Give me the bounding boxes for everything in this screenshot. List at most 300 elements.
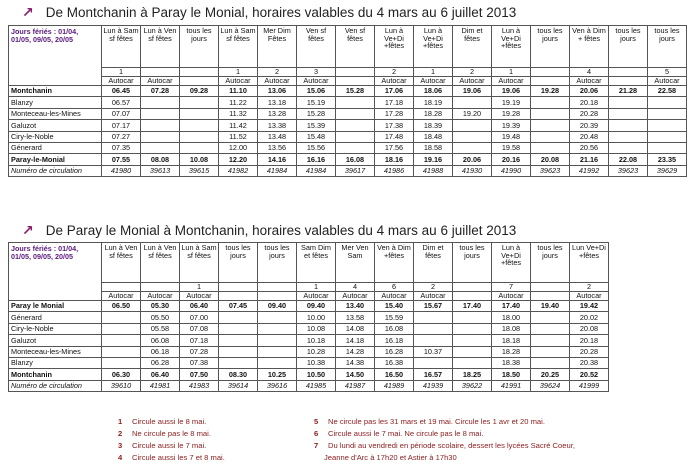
mode-cell: Autocar: [375, 292, 414, 301]
mode-cell: Autocar: [414, 77, 453, 86]
time-cell: 15.06: [297, 86, 336, 97]
circulation-number: 41992: [570, 165, 609, 176]
footnote-key: 2: [118, 429, 123, 438]
time-cell: 20.06: [570, 86, 609, 97]
footnote-item: [314, 429, 483, 438]
time-cell: 11.22: [219, 97, 258, 108]
time-cell: [453, 142, 492, 153]
footnote-ref: 3: [297, 68, 336, 77]
day-header: tous les jours: [453, 243, 492, 283]
circulation-number: 41982: [219, 165, 258, 176]
station-name: Génerard: [9, 312, 102, 323]
footnote-ref: [180, 68, 219, 77]
time-cell: 23.35: [648, 154, 687, 165]
time-cell: 14.16: [258, 154, 297, 165]
mode-cell: Autocar: [336, 292, 375, 301]
circulation-number: 41980: [102, 165, 141, 176]
time-cell: [258, 323, 297, 334]
circulation-label: Numéro de circulation: [9, 165, 102, 176]
footnote-ref: 1: [102, 68, 141, 77]
table-row: [9, 86, 687, 97]
circulation-number: 41989: [375, 380, 414, 391]
time-cell: 18.38: [492, 357, 531, 368]
station-name: Ciry-le-Noble: [9, 323, 102, 334]
table-row: [9, 323, 609, 334]
table2-title: [8, 221, 516, 239]
footnote-text: Du lundi au vendredi en période scolaire, dessert les lycées Sacré Coeur,: [328, 441, 575, 450]
time-cell: 06.40: [141, 369, 180, 380]
time-cell: [102, 357, 141, 368]
time-cell: 10.37: [414, 346, 453, 357]
mode-cell: [336, 77, 375, 86]
time-cell: 17.38: [375, 120, 414, 131]
footnote-key: 6: [314, 429, 319, 438]
time-cell: 20.39: [570, 120, 609, 131]
mode-cell: [531, 292, 570, 301]
footnote-ref: 4: [336, 283, 375, 292]
station-name: Monteceau-les-Mines: [9, 346, 102, 357]
time-cell: 06.50: [102, 301, 141, 312]
time-cell: 17.40: [453, 301, 492, 312]
time-cell: [453, 346, 492, 357]
time-cell: [219, 312, 258, 323]
mode-cell: Autocar: [141, 77, 180, 86]
table-row: [9, 335, 609, 346]
mode-cell: Autocar: [258, 77, 297, 86]
time-cell: 07.35: [102, 142, 141, 153]
day-header: Dim et fêtes: [414, 243, 453, 283]
circulation-label: Numéro de circulation: [9, 380, 102, 391]
time-cell: 15.56: [297, 142, 336, 153]
footnote-ref: 5: [648, 68, 687, 77]
table-row: [9, 312, 609, 323]
day-header: tous les jours: [609, 26, 648, 68]
footnote-ref: [141, 283, 180, 292]
time-cell: 20.25: [531, 369, 570, 380]
footnote-item: [118, 429, 211, 438]
time-cell: 22.58: [648, 86, 687, 97]
time-cell: [609, 108, 648, 119]
time-cell: 13.06: [258, 86, 297, 97]
time-cell: [648, 108, 687, 119]
time-cell: 17.56: [375, 142, 414, 153]
footnote-ref: [141, 68, 180, 77]
time-cell: 06.40: [180, 301, 219, 312]
footnote-item: [314, 441, 575, 450]
time-cell: [258, 335, 297, 346]
time-cell: [102, 335, 141, 346]
time-cell: [180, 131, 219, 142]
time-cell: 18.16: [375, 154, 414, 165]
time-cell: [531, 97, 570, 108]
footnote-text: Ne circule pas le 8 mai.: [132, 429, 211, 438]
time-cell: 20.16: [492, 154, 531, 165]
timetable-montchanin-paray: [8, 25, 687, 177]
time-cell: 10.00: [297, 312, 336, 323]
day-header: tous les jours: [219, 243, 258, 283]
footnote-ref: [609, 68, 648, 77]
day-header: Dim et fêtes: [453, 26, 492, 68]
time-cell: [648, 120, 687, 131]
time-cell: 19.06: [492, 86, 531, 97]
footnote-ref: [336, 68, 375, 77]
time-cell: 14.08: [336, 323, 375, 334]
time-cell: 13.56: [258, 142, 297, 153]
mode-cell: Autocar: [648, 77, 687, 86]
time-cell: 19.28: [492, 108, 531, 119]
circulation-number: 41985: [297, 380, 336, 391]
footnote-ref: 6: [375, 283, 414, 292]
station-name: Montchanin: [9, 369, 102, 380]
time-cell: 07.55: [102, 154, 141, 165]
circulation-row: [9, 165, 687, 176]
time-cell: [453, 97, 492, 108]
footnote-item: [314, 417, 545, 426]
time-cell: 19.58: [492, 142, 531, 153]
footnote-ref: [531, 68, 570, 77]
time-cell: 10.50: [297, 369, 336, 380]
footnote-ref: [219, 283, 258, 292]
time-cell: 07.38: [180, 357, 219, 368]
header-days-row: [9, 243, 609, 283]
day-header: Mer Dim Fêtes: [258, 26, 297, 68]
time-cell: 16.57: [414, 369, 453, 380]
circulation-number: 41987: [336, 380, 375, 391]
circulation-number: 41981: [141, 380, 180, 391]
mode-cell: Autocar: [102, 77, 141, 86]
mode-cell: Autocar: [219, 77, 258, 86]
time-cell: 20.08: [531, 154, 570, 165]
time-cell: 18.25: [453, 369, 492, 380]
time-cell: [219, 323, 258, 334]
footnote-key: 5: [314, 417, 319, 426]
time-cell: 16.38: [375, 357, 414, 368]
time-cell: [219, 357, 258, 368]
time-cell: 13.40: [336, 301, 375, 312]
station-name: Paray-le-Monial: [9, 154, 102, 165]
time-cell: 19.40: [531, 301, 570, 312]
time-cell: 18.19: [414, 97, 453, 108]
day-header: Lun à Ven sf fêtes: [141, 26, 180, 68]
time-cell: [531, 323, 570, 334]
time-cell: 18.50: [492, 369, 531, 380]
time-cell: [648, 131, 687, 142]
day-header: Lun à Sam sf fêtes: [219, 26, 258, 68]
day-header: tous les jours: [648, 26, 687, 68]
time-cell: 20.06: [453, 154, 492, 165]
mode-cell: Autocar: [297, 292, 336, 301]
circulation-number: 41991: [492, 380, 531, 391]
time-cell: 17.48: [375, 131, 414, 142]
day-header: tous les jours: [180, 26, 219, 68]
time-cell: 20.48: [570, 131, 609, 142]
time-cell: 07.17: [102, 120, 141, 131]
time-cell: 10.25: [258, 369, 297, 380]
day-header: Lun Ve+Di +fêtes: [570, 243, 609, 283]
time-cell: [102, 346, 141, 357]
time-cell: 19.16: [414, 154, 453, 165]
time-cell: 18.06: [414, 86, 453, 97]
time-cell: 07.00: [180, 312, 219, 323]
time-cell: [609, 120, 648, 131]
time-cell: 13.58: [336, 312, 375, 323]
circulation-number: 39613: [141, 165, 180, 176]
day-header: tous les jours: [531, 26, 570, 68]
day-header: Ven sf fêtes: [297, 26, 336, 68]
time-cell: 15.40: [375, 301, 414, 312]
time-cell: [453, 312, 492, 323]
time-cell: [609, 142, 648, 153]
day-header: Lun à Ve+Di +fêtes: [414, 26, 453, 68]
time-cell: 15.59: [375, 312, 414, 323]
time-cell: [336, 120, 375, 131]
table1-title: [8, 3, 516, 21]
circulation-number: 41990: [492, 165, 531, 176]
time-cell: 20.18: [570, 97, 609, 108]
mode-cell: [219, 292, 258, 301]
time-cell: 06.28: [141, 357, 180, 368]
footnote-ref: 2: [414, 283, 453, 292]
table-row: [9, 97, 687, 108]
day-header: Lun à Sam sf fêtes: [102, 26, 141, 68]
day-header: tous les jours: [531, 243, 570, 283]
table1-title-text: De Montchanin à Paray le Monial, horaires valables du 4 mars au 6 juillet 2013: [45, 4, 517, 20]
day-header: Ven sf fêtes: [336, 26, 375, 68]
time-cell: [531, 108, 570, 119]
time-cell: 20.52: [570, 369, 609, 380]
footnote-ref: 2: [258, 68, 297, 77]
time-cell: 20.28: [570, 346, 609, 357]
time-cell: [141, 120, 180, 131]
time-cell: 05.30: [141, 301, 180, 312]
time-cell: 19.20: [453, 108, 492, 119]
mode-row: [9, 77, 687, 86]
mode-cell: Autocar: [180, 292, 219, 301]
time-cell: 05.58: [141, 323, 180, 334]
footnote-ref: 2: [453, 68, 492, 77]
footnote-text: Jeanne d'Arc à 17h20 et Astier à 17h30: [324, 453, 457, 462]
time-cell: 16.08: [336, 154, 375, 165]
day-header: Lun à Ve+Di +fêtes: [492, 243, 531, 283]
time-cell: 06.30: [102, 369, 141, 380]
footnote-item: [118, 453, 225, 462]
time-cell: [453, 131, 492, 142]
mode-cell: Autocar: [453, 77, 492, 86]
footnote-key: 4: [118, 453, 123, 462]
footnote-ref: 1: [492, 68, 531, 77]
time-cell: 14.38: [336, 357, 375, 368]
circulation-number: 39610: [102, 380, 141, 391]
time-cell: 09.40: [258, 301, 297, 312]
time-cell: 13.38: [258, 120, 297, 131]
table-row: [9, 131, 687, 142]
day-header: Ven à Dim +fêtes: [375, 243, 414, 283]
time-cell: [336, 131, 375, 142]
time-cell: 19.42: [570, 301, 609, 312]
mode-cell: Autocar: [570, 77, 609, 86]
time-cell: 07.45: [219, 301, 258, 312]
time-cell: 06.57: [102, 97, 141, 108]
station-name: Galuzot: [9, 335, 102, 346]
time-cell: 07.28: [141, 86, 180, 97]
time-cell: 09.28: [180, 86, 219, 97]
circulation-number: 39622: [453, 380, 492, 391]
time-cell: 18.28: [414, 108, 453, 119]
time-cell: 11.32: [219, 108, 258, 119]
circulation-number: 39624: [531, 380, 570, 391]
time-cell: [180, 120, 219, 131]
time-cell: [453, 357, 492, 368]
time-cell: 18.18: [492, 335, 531, 346]
footnote-text: Circule aussi le 8 mai.: [132, 417, 207, 426]
circulation-number: 41986: [375, 165, 414, 176]
time-cell: 13.48: [258, 131, 297, 142]
time-cell: 16.18: [375, 335, 414, 346]
time-cell: [453, 323, 492, 334]
time-cell: 15.67: [414, 301, 453, 312]
time-cell: [102, 312, 141, 323]
time-cell: 07.18: [180, 335, 219, 346]
time-cell: [531, 357, 570, 368]
time-cell: 16.16: [297, 154, 336, 165]
footnote-ref: 2: [570, 283, 609, 292]
time-cell: 09.40: [297, 301, 336, 312]
station-name: Génerard: [9, 142, 102, 153]
mode-cell: Autocar: [492, 77, 531, 86]
time-cell: 12.20: [219, 154, 258, 165]
table-row: [9, 142, 687, 153]
circulation-number: 41999: [570, 380, 609, 391]
mode-cell: [258, 292, 297, 301]
table-row: [9, 301, 609, 312]
day-header: Lun à Ven sf fêtes: [102, 243, 141, 283]
footnote-key: 3: [118, 441, 123, 450]
station-name: Blanzy: [9, 357, 102, 368]
table-row: [9, 346, 609, 357]
time-cell: 14.50: [336, 369, 375, 380]
time-cell: [141, 131, 180, 142]
footnote-ref: [102, 283, 141, 292]
time-cell: 20.08: [570, 323, 609, 334]
circulation-number: 41984: [258, 165, 297, 176]
day-header: Mer Ven Sam: [336, 243, 375, 283]
time-cell: 19.19: [492, 97, 531, 108]
table-row: [9, 357, 609, 368]
time-cell: [531, 312, 570, 323]
time-cell: 11.52: [219, 131, 258, 142]
footnote-ref: [531, 283, 570, 292]
time-cell: 15.28: [336, 86, 375, 97]
time-cell: [648, 142, 687, 153]
time-cell: [102, 323, 141, 334]
time-cell: 18.58: [414, 142, 453, 153]
holidays-note: Jours fériés : 01/04, 01/05, 09/05, 20/05: [9, 26, 102, 86]
circulation-number: 39629: [648, 165, 687, 176]
time-cell: [531, 335, 570, 346]
mode-cell: [180, 77, 219, 86]
mode-cell: Autocar: [102, 292, 141, 301]
footnote-ref: [453, 283, 492, 292]
mode-cell: [531, 77, 570, 86]
time-cell: 10.08: [180, 154, 219, 165]
time-cell: [414, 335, 453, 346]
time-cell: 19.28: [531, 86, 570, 97]
mode-cell: Autocar: [492, 292, 531, 301]
table2-title-text: De Paray le Monial à Montchanin, horaires valables du 4 mars au 6 juillet 2013: [45, 222, 517, 238]
time-cell: [219, 335, 258, 346]
time-cell: 13.18: [258, 97, 297, 108]
time-cell: 06.45: [102, 86, 141, 97]
station-name: Galuzot: [9, 120, 102, 131]
time-cell: 15.48: [297, 131, 336, 142]
circulation-number: 39623: [531, 165, 570, 176]
time-cell: 18.39: [414, 120, 453, 131]
time-cell: 16.08: [375, 323, 414, 334]
time-cell: [141, 97, 180, 108]
time-cell: [258, 346, 297, 357]
station-name: Monteceau-les-Mines: [9, 108, 102, 119]
time-cell: 07.07: [102, 108, 141, 119]
circulation-number: 41939: [414, 380, 453, 391]
time-cell: [141, 108, 180, 119]
time-cell: 15.19: [297, 97, 336, 108]
station-name: Ciry-le-Noble: [9, 131, 102, 142]
time-cell: [219, 346, 258, 357]
time-cell: [453, 335, 492, 346]
time-cell: 20.02: [570, 312, 609, 323]
time-cell: [414, 312, 453, 323]
footnote-key: 7: [314, 441, 319, 450]
time-cell: 14.28: [336, 346, 375, 357]
footnote-ref: 7: [492, 283, 531, 292]
mode-cell: Autocar: [141, 292, 180, 301]
footnote-text: Circule aussi le 7 mai. Ne circule pas le 8 mai.: [328, 429, 484, 438]
circulation-number: 39615: [180, 165, 219, 176]
table-row: [9, 154, 687, 165]
time-cell: [258, 357, 297, 368]
time-cell: 07.50: [180, 369, 219, 380]
circulation-row: [9, 380, 609, 391]
time-cell: 16.28: [375, 346, 414, 357]
footnote-ref: 1: [297, 283, 336, 292]
footnote-item: [118, 417, 206, 426]
footnote-ref: 1: [414, 68, 453, 77]
time-cell: 14.18: [336, 335, 375, 346]
footnote-text: Ne circule pas les 31 mars et 19 mai. Circule les 1 avr et 20 mai.: [328, 417, 545, 426]
time-cell: 08.08: [141, 154, 180, 165]
time-cell: [414, 323, 453, 334]
circulation-number: 39617: [336, 165, 375, 176]
footnote-item: [324, 453, 457, 462]
table-row: [9, 369, 609, 380]
circulation-number: 41988: [414, 165, 453, 176]
time-cell: [258, 312, 297, 323]
time-cell: [336, 108, 375, 119]
time-cell: 20.28: [570, 108, 609, 119]
arrow-icon: ↗: [22, 221, 34, 238]
time-cell: [336, 142, 375, 153]
mode-cell: [453, 292, 492, 301]
time-cell: 18.28: [492, 346, 531, 357]
footnote-text: Circule aussi le 7 mai.: [132, 441, 207, 450]
day-header: Lun à Sam sf fêtes: [180, 243, 219, 283]
time-cell: 08.30: [219, 369, 258, 380]
time-cell: 19.48: [492, 131, 531, 142]
day-header: Lun à Ve+Di +fêtes: [375, 26, 414, 68]
arrow-icon: ↗: [22, 3, 34, 20]
time-cell: [180, 108, 219, 119]
circulation-number: 41984: [297, 165, 336, 176]
